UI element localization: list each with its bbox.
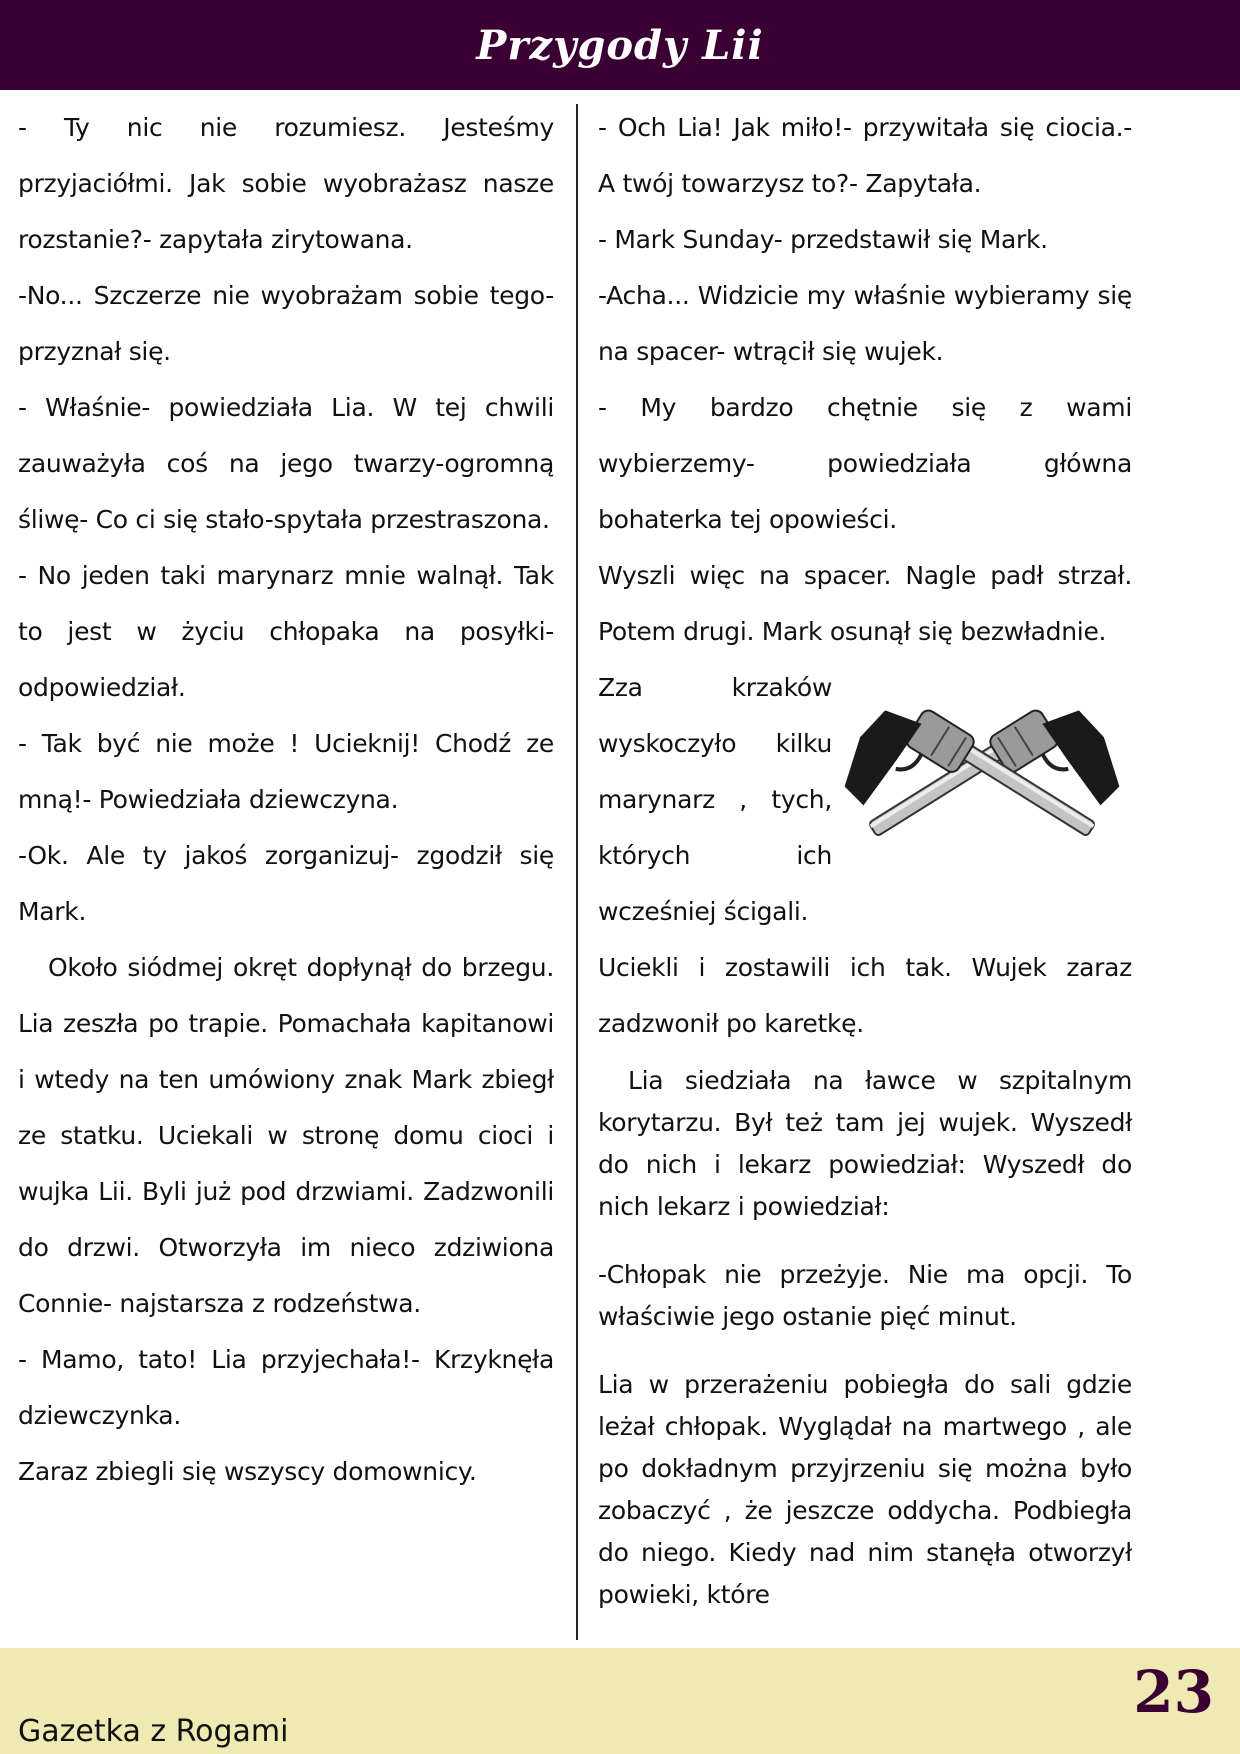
- paragraph: - Och Lia! Jak miło!- przywitała się ciocia.- A twój towarzysz to?- Zapytała.: [598, 113, 1132, 198]
- paragraph: - Mamo, tato! Lia przyjechała!- Krzyknęła dziewczynka.: [18, 1345, 554, 1430]
- text-with-image: [598, 660, 1132, 940]
- right-column: [598, 100, 1132, 1616]
- crossed-revolvers-icon: [832, 668, 1132, 914]
- paragraph: -Ok. Ale ty jakoś zorganizuj- zgodził się Mark.: [18, 841, 554, 926]
- page-title: Przygody Lii: [476, 21, 764, 69]
- paragraph: - Tak być nie może ! Ucieknij! Chodź ze mną!- Powiedziała dziewczyna.: [18, 729, 554, 814]
- paragraph: - My bardzo chętnie się z wami wybierzemy- powiedziała główna bohaterka tej opowieści.: [598, 393, 1132, 534]
- paragraph: Zza krzaków wyskoczyło kilku marynarz , tych, których ich wcześniej ścigali.: [598, 673, 832, 926]
- paragraph: -Acha... Widzicie my właśnie wybieramy się na spacer- wtrącił się wujek.: [598, 281, 1132, 366]
- paragraph: Uciekli i zostawili ich tak. Wujek zaraz zadzwonił po karetkę.: [598, 953, 1132, 1038]
- paragraph: - Ty nic nie rozumiesz. Jesteśmy przyjaciółmi. Jak sobie wyobrażasz nasze rozstanie?- zapytała zirytowana.: [18, 113, 554, 254]
- page-number: 23: [1133, 1658, 1214, 1726]
- paragraph: -No... Szczerze nie wyobrażam sobie tego- przyznał się.: [18, 281, 554, 366]
- column-divider: [576, 104, 578, 1640]
- page-footer: [0, 1648, 1240, 1754]
- paragraph: Zaraz zbiegli się wszyscy domownicy.: [18, 1457, 477, 1486]
- paragraph: -Chłopak nie przeżyje. Nie ma opcji. To właściwie jego ostanie pięć minut.: [598, 1260, 1132, 1331]
- paragraph: Lia w przerażeniu pobiegła do sali gdzie leżał chłopak. Wyglądał na martwego , ale po dokładnym przyjrzeniu się można było zobaczyć , że jeszcze oddycha. Podbiegła do niego. Kiedy nad nim stanęła otworzył powieki, które: [598, 1370, 1132, 1609]
- paragraph: Około siódmej okręt dopłynął do brzegu. Lia zeszła po trapie. Pomachała kapitanowi i wtedy na ten umówiony znak Mark zbiegł ze statku. Uciekali w stronę domu cioci i wujka Lii. Byli już pod drzwiami. Zadzwonili do drzwi. Otworzyła im nieco zdziwiona Connie- najstarsza z rodzeństwa.: [18, 953, 554, 1318]
- paragraph: Wyszli więc na spacer. Nagle padł strzał. Potem drugi. Mark osunął się bezwładnie.: [598, 561, 1132, 646]
- paragraph: - Mark Sunday- przedstawił się Mark.: [598, 225, 1048, 254]
- page-header: [0, 0, 1240, 90]
- newsletter-name: Gazetka z Rogami: [18, 1714, 289, 1749]
- paragraph: - No jeden taki marynarz mnie walnął. Tak to jest w życiu chłopaka na posyłki- odpowiedział.: [18, 561, 554, 702]
- paragraph: - Właśnie- powiedziała Lia. W tej chwili zauważyła coś na jego twarzy-ogromną śliwę- Co ci się stało-spytała przestraszona.: [18, 393, 554, 534]
- paragraph: Lia siedziała na ławce w szpitalnym korytarzu. Był też tam jej wujek. Wyszedł do nich i lekarz powiedział: Wyszedł do nich lekarz i powiedział:: [598, 1066, 1132, 1221]
- left-column: [18, 100, 554, 1500]
